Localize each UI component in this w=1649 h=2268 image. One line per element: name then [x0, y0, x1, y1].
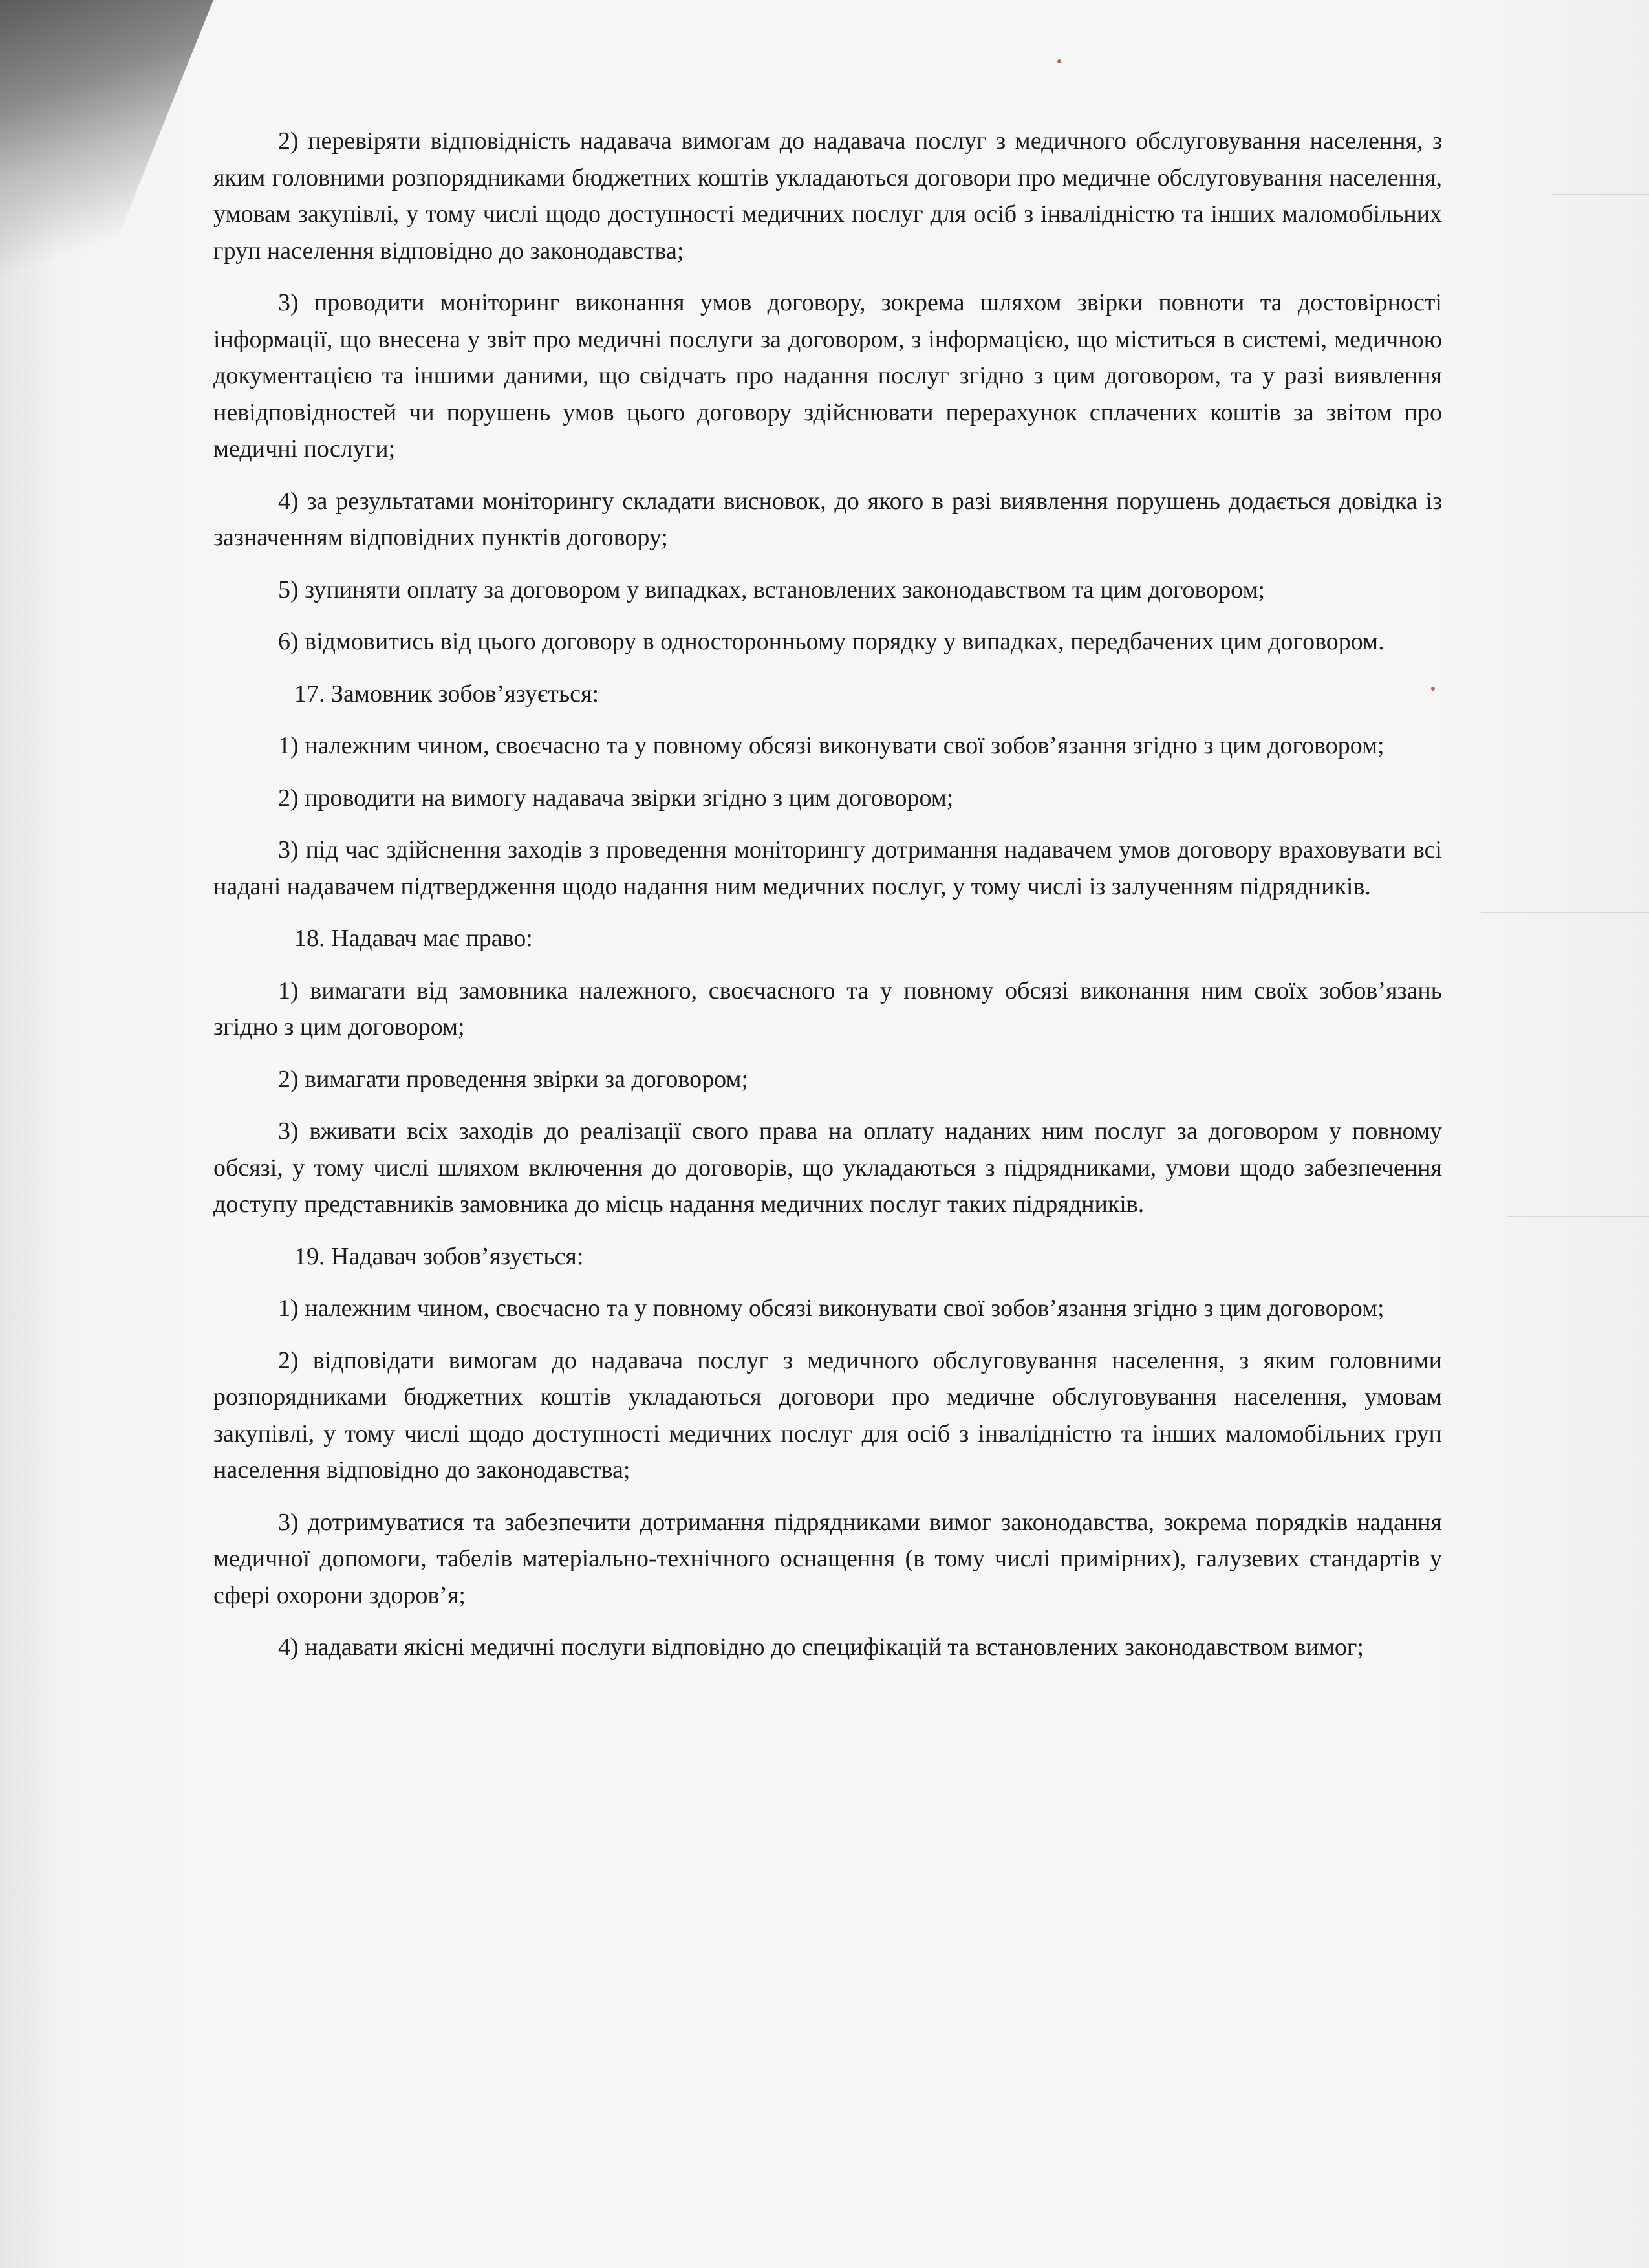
paragraph-19-4: 4) надавати якісні медичні послуги відповідно до специфікацій та встановлених законодавством вимог; — [278, 1634, 1364, 1661]
scan-shadow — [0, 0, 213, 530]
section-19-heading: 19. Надавач зобов’язується: — [294, 1242, 584, 1270]
paragraph-17-3: 3) під час здійснення заходів з проведення моніторингу дотримання надавачем умов договору враховувати всі надані надавачем підтвердження щодо надання ним медичних послуг, у тому числі із залученням підрядників. — [213, 836, 1442, 900]
document-body — [213, 123, 1442, 1681]
paragraph-16-2: 2) перевіряти відповідність надавача вимогам до надавача послуг з медичного обслуговування населення, з яким головними розпорядниками бюджетних коштів укладаються договори про медичне обслуговування населення, умовам закупівлі, у тому числі щодо доступності медичних послуг для осіб з інвалідністю та інших маломобільних груп населення відповідно до законодавства; — [213, 127, 1442, 265]
paragraph-18-3: 3) вживати всіх заходів до реалізації свого права на оплату наданих ним послуг за договором у повному обсязі, у тому числі шляхом включення до договорів, що укладаються з підрядниками, умови щодо забезпечення доступу представників замовника до місць надання медичних послуг таких підрядників. — [213, 1118, 1442, 1218]
paragraph-17-1: 1) належним чином, своєчасно та у повному обсязі виконувати свої зобов’язання згідно з цим договором; — [278, 732, 1385, 759]
paragraph-18-2: 2) вимагати проведення звірки за договором; — [278, 1065, 748, 1093]
section-18-heading: 18. Надавач має право: — [294, 925, 533, 952]
bleed-line — [1552, 194, 1649, 195]
paragraph-16-6: 6) відмовитись від цього договору в односторонньому порядку у випадках, передбачених цим договором. — [278, 628, 1385, 655]
paragraph-19-3: 3) дотримуватися та забезпечити дотримання підрядниками вимог законодавства, зокрема порядків надання медичної допомоги, табелів матеріально-технічного оснащення (в тому числі примірних), галузевих стандартів у сфері охорони здоров’я; — [213, 1508, 1442, 1609]
paragraph-19-2: 2) відповідати вимогам до надавача послуг з медичного обслуговування населення, з яким головними розпорядниками бюджетних коштів укладаються договори про медичне обслуговування населення, умовам закупівлі, у тому числі щодо доступності медичних послуг для осіб з інвалідністю та інших маломобільних груп населення відповідно до законодавства; — [213, 1346, 1442, 1484]
bleed-line — [1507, 1216, 1649, 1217]
bleed-line — [1481, 912, 1649, 913]
paragraph-19-1: 1) належним чином, своєчасно та у повному обсязі виконувати свої зобов’язання згідно з цим договором; — [278, 1295, 1385, 1322]
paragraph-16-3: 3) проводити моніторинг виконання умов договору, зокрема шляхом звірки повноти та достовірності інформації, що внесена у звіт про медичні послуги за договором, з інформацією, що міститься в системі, медичною документацією та іншими даними, що свідчать про надання послуг згідно з цим договором, та у разі виявлення невідповідностей чи порушень умов цього договору здійснювати перерахунок сплачених коштів за звітом про медичні послуги; — [213, 289, 1442, 462]
scan-speck — [1057, 59, 1061, 63]
paragraph-18-1: 1) вимагати від замовника належного, своєчасного та у повному обсязі виконання ним своїх зобов’язань згідно з цим договором; — [213, 977, 1442, 1041]
paragraph-16-5: 5) зупиняти оплату за договором у випадках, встановлених законодавством та цим договором; — [278, 576, 1266, 603]
paragraph-16-4: 4) за результатами моніторингу складати висновок, до якого в разі виявлення порушень додається довідка із зазначенням відповідних пунктів договору; — [213, 487, 1442, 551]
paragraph-17-2: 2) проводити на вимогу надавача звірки згідно з цим договором; — [278, 784, 954, 812]
section-17-heading: 17. Замовник зобов’язується: — [294, 680, 599, 707]
